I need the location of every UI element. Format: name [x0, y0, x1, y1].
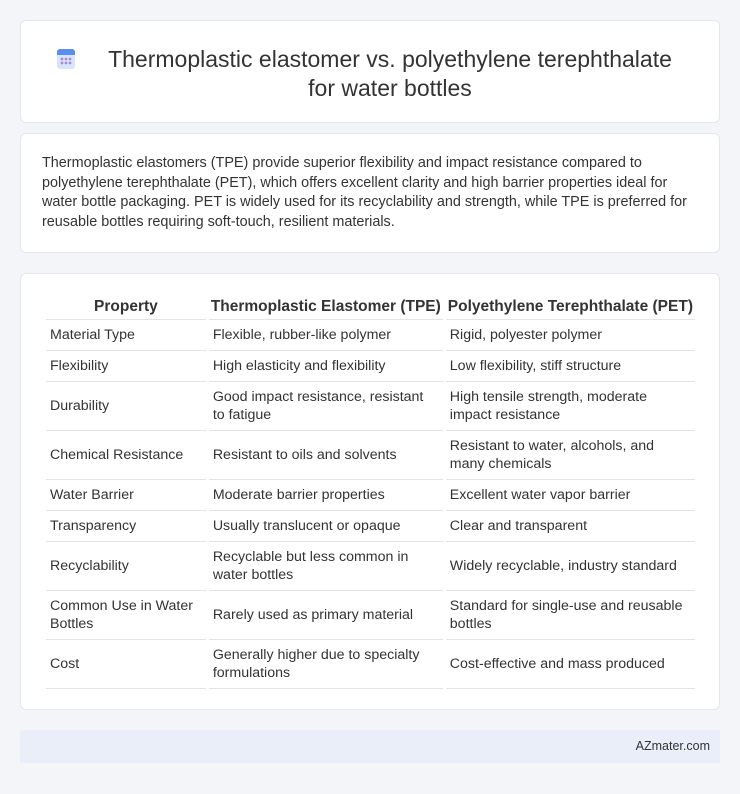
- page-title: Thermoplastic elastomer vs. polyethylene terephthalate for water bottles: [108, 46, 672, 101]
- cell-tpe: Rarely used as primary material: [209, 591, 443, 640]
- table-row: [46, 431, 695, 480]
- cell-pet: Low flexibility, stiff structure: [446, 351, 695, 382]
- header-property: Property: [46, 295, 206, 320]
- cell-pet: Rigid, polyester polymer: [446, 320, 695, 351]
- table-row: [46, 542, 695, 591]
- footer-bar: [20, 730, 720, 763]
- cell-pet: Resistant to water, alcohols, and many chemicals: [446, 431, 695, 480]
- cell-tpe: Recyclable but less common in water bottles: [209, 542, 443, 591]
- cell-property: Recyclability: [46, 542, 206, 591]
- cell-property: Material Type: [46, 320, 206, 351]
- table-row: [46, 382, 695, 431]
- table-row: [46, 351, 695, 382]
- table-row: [46, 480, 695, 511]
- cell-property: Transparency: [46, 511, 206, 542]
- cell-tpe: Moderate barrier properties: [209, 480, 443, 511]
- table-row: [46, 320, 695, 351]
- cell-pet: Widely recyclable, industry standard: [446, 542, 695, 591]
- cell-property: Common Use in Water Bottles: [46, 591, 206, 640]
- table-row: [46, 640, 695, 689]
- header-tpe: Thermoplastic Elastomer (TPE): [209, 295, 443, 320]
- cell-tpe: Resistant to oils and solvents: [209, 431, 443, 480]
- cell-pet: Standard for single-use and reusable bottles: [446, 591, 695, 640]
- table-header-row: [46, 295, 695, 320]
- cell-tpe: Good impact resistance, resistant to fatigue: [209, 382, 443, 431]
- cell-pet: Cost-effective and mass produced: [446, 640, 695, 689]
- cell-pet: Clear and transparent: [446, 511, 695, 542]
- cell-property: Water Barrier: [46, 480, 206, 511]
- intro-card: [20, 133, 720, 253]
- cell-tpe: Flexible, rubber-like polymer: [209, 320, 443, 351]
- table-row: [46, 511, 695, 542]
- cell-property: Durability: [46, 382, 206, 431]
- comparison-card: [20, 273, 720, 710]
- comparison-table: [43, 295, 698, 689]
- cell-property: Chemical Resistance: [46, 431, 206, 480]
- cell-tpe: Generally higher due to specialty formulations: [209, 640, 443, 689]
- title-card: [20, 20, 720, 123]
- cell-tpe: High elasticity and flexibility: [209, 351, 443, 382]
- header-pet: Polyethylene Terephthalate (PET): [446, 295, 695, 320]
- cell-property: Cost: [46, 640, 206, 689]
- cell-property: Flexibility: [46, 351, 206, 382]
- intro-paragraph: Thermoplastic elastomers (TPE) provide superior flexibility and impact resistance compared to polyethylene terephthalate (PET), which offers excellent clarity and high barrier properties ideal for water bottle packaging. PET is widely used for its recyclability and strength, while TPE is preferred for reusable bottles requiring soft-touch, resilient materials.: [42, 155, 687, 230]
- footer-brand-link[interactable]: AZmater.com: [635, 739, 710, 753]
- cell-pet: Excellent water vapor barrier: [446, 480, 695, 511]
- cell-pet: High tensile strength, moderate impact resistance: [446, 382, 695, 431]
- cell-tpe: Usually translucent or opaque: [209, 511, 443, 542]
- table-row: [46, 591, 695, 640]
